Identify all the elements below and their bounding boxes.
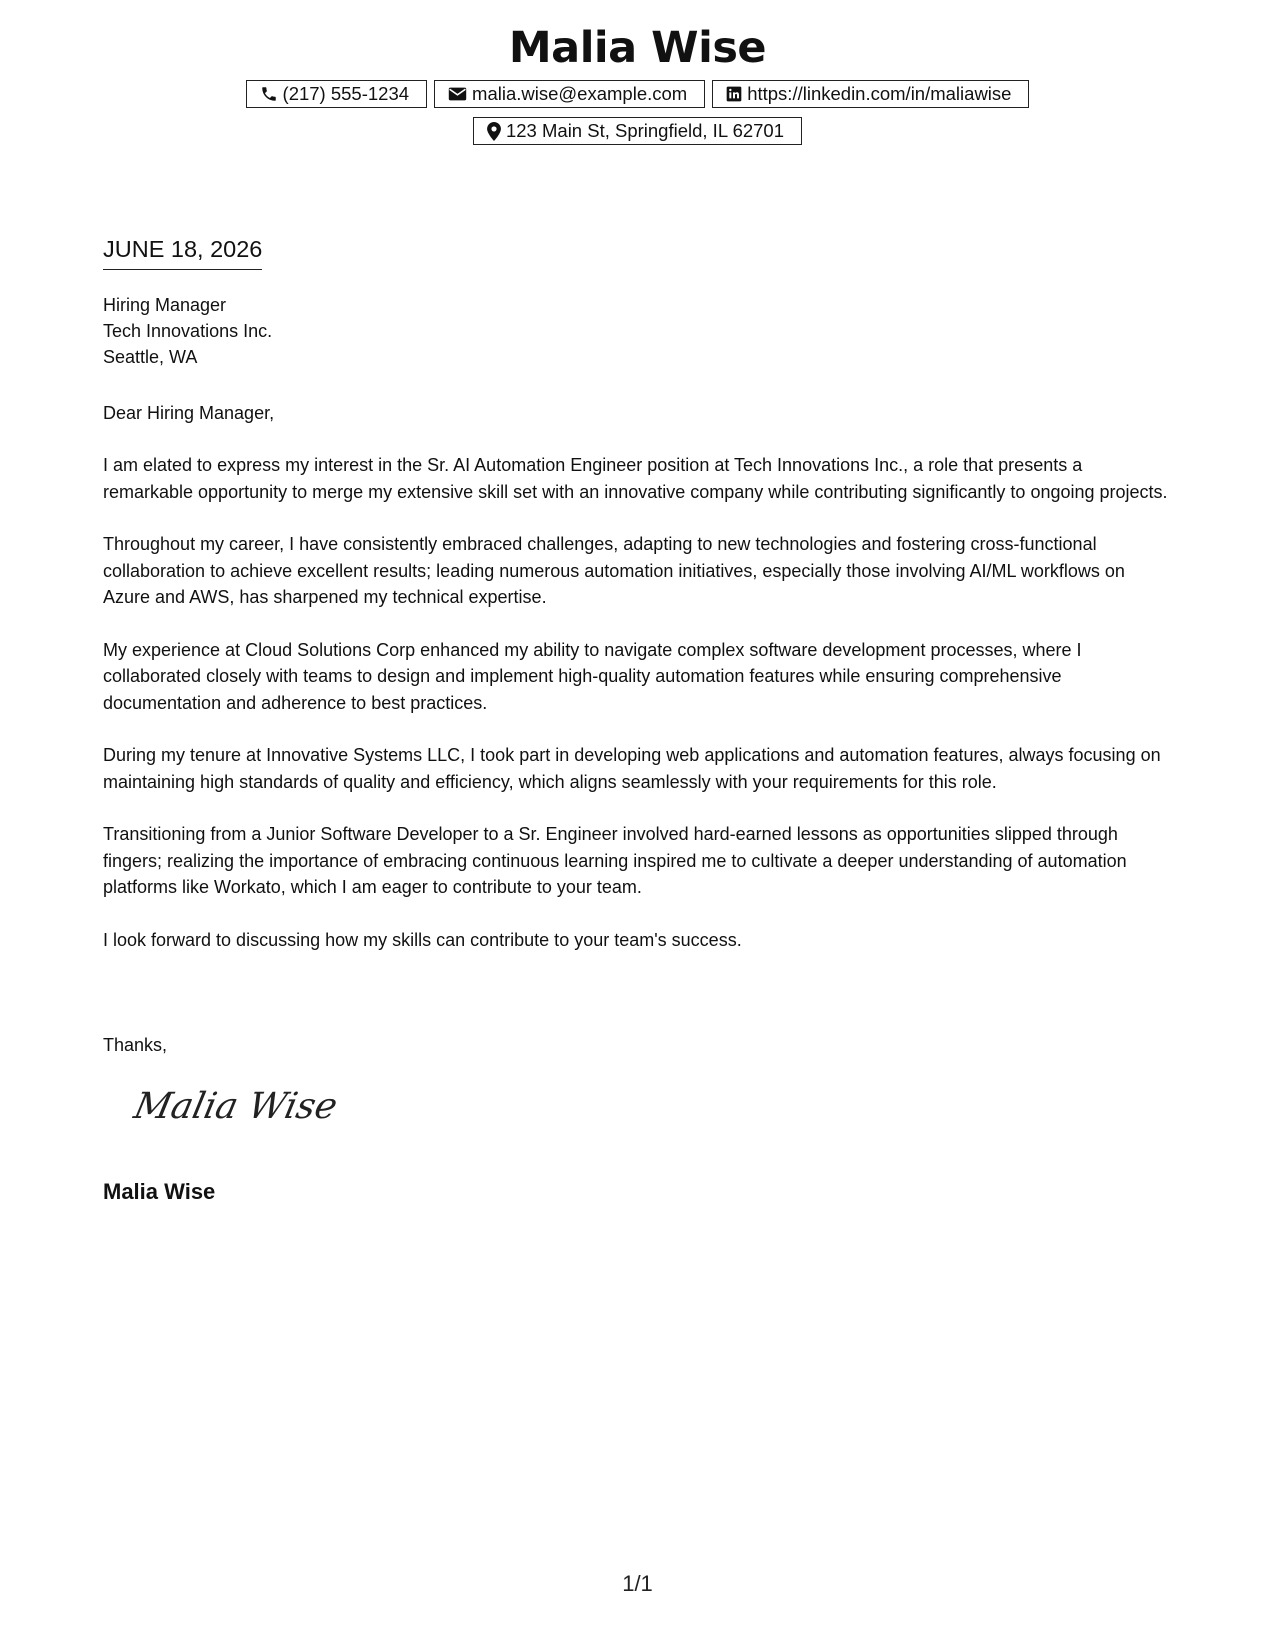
contact-phone-text: (217) 555-1234 bbox=[282, 83, 410, 104]
envelope-icon bbox=[448, 86, 467, 102]
contact-row-secondary bbox=[0, 117, 1275, 145]
linkedin-icon bbox=[726, 86, 742, 102]
handwritten-signature bbox=[130, 1082, 340, 1132]
recipient-block bbox=[103, 292, 1173, 370]
contact-row-primary bbox=[0, 80, 1275, 108]
recipient-location: Seattle, WA bbox=[103, 347, 198, 367]
letter-date-block bbox=[103, 233, 262, 270]
closing-line: Thanks, bbox=[103, 1035, 168, 1055]
contact-linkedin-text: https://linkedin.com/in/maliawise bbox=[747, 83, 1012, 104]
contact-email-text: malia.wise@example.com bbox=[472, 83, 688, 104]
letter-body bbox=[103, 452, 1173, 979]
contact-email[interactable] bbox=[434, 80, 705, 108]
body-paragraph: During my tenure at Innovative Systems LLC, I took part in developing web applications and automation features, always focusing on maintaining high standards of quality and efficiency, which aligns seamlessly with your requirements for this role. bbox=[103, 745, 1161, 792]
contact-address-text: 123 Main St, Springfield, IL 62701 bbox=[505, 120, 785, 141]
signature-image bbox=[130, 1082, 340, 1132]
signer-name: Malia Wise bbox=[103, 1179, 216, 1204]
map-pin-icon bbox=[487, 122, 501, 141]
contact-address[interactable] bbox=[473, 117, 802, 145]
page-indicator: 1/1 bbox=[622, 1571, 653, 1596]
recipient-title: Hiring Manager bbox=[103, 295, 227, 315]
letter-date: JUNE 18, 2026 bbox=[103, 233, 262, 270]
contact-linkedin[interactable] bbox=[712, 80, 1029, 108]
body-paragraph: My experience at Cloud Solutions Corp enhanced my ability to navigate complex software development processes, where I collaborated closely with teams to design and implement high-quality automation features while ensuring comprehensive documentation and adherence to best practices. bbox=[103, 639, 1082, 713]
contact-phone[interactable] bbox=[246, 80, 428, 108]
body-paragraph: I look forward to discussing how my skills can contribute to your team's success. bbox=[103, 929, 742, 950]
phone-icon bbox=[260, 85, 278, 103]
applicant-name-heading: Malia Wise bbox=[508, 23, 767, 73]
salutation: Dear Hiring Manager, bbox=[103, 403, 275, 423]
body-paragraph: I am elated to express my interest in the Sr. AI Automation Engineer position at Tech Innovations Inc., a role that presents a remarkable opportunity to merge my extensive skill set with an innovative company while contributing significantly to ongoing projects. bbox=[103, 455, 1168, 502]
recipient-company: Tech Innovations Inc. bbox=[103, 321, 273, 341]
body-paragraph: Transitioning from a Junior Software Developer to a Sr. Engineer involved hard-earned lessons as opportunities slipped through fingers; realizing the importance of embracing continuous learning inspired me to cultivate a deeper understanding of automation platforms like Workato, which I am eager to contribute to your team. bbox=[103, 824, 1127, 897]
body-paragraph: Throughout my career, I have consistently embraced challenges, adapting to new technologies and fostering cross-functional collaboration to achieve excellent results; leading numerous automation initiatives, especially those involving AI/ML workflows on Azure and AWS, has sharpened my technical expertise. bbox=[103, 534, 1125, 607]
signature-text: Malia Wise bbox=[130, 1084, 340, 1127]
